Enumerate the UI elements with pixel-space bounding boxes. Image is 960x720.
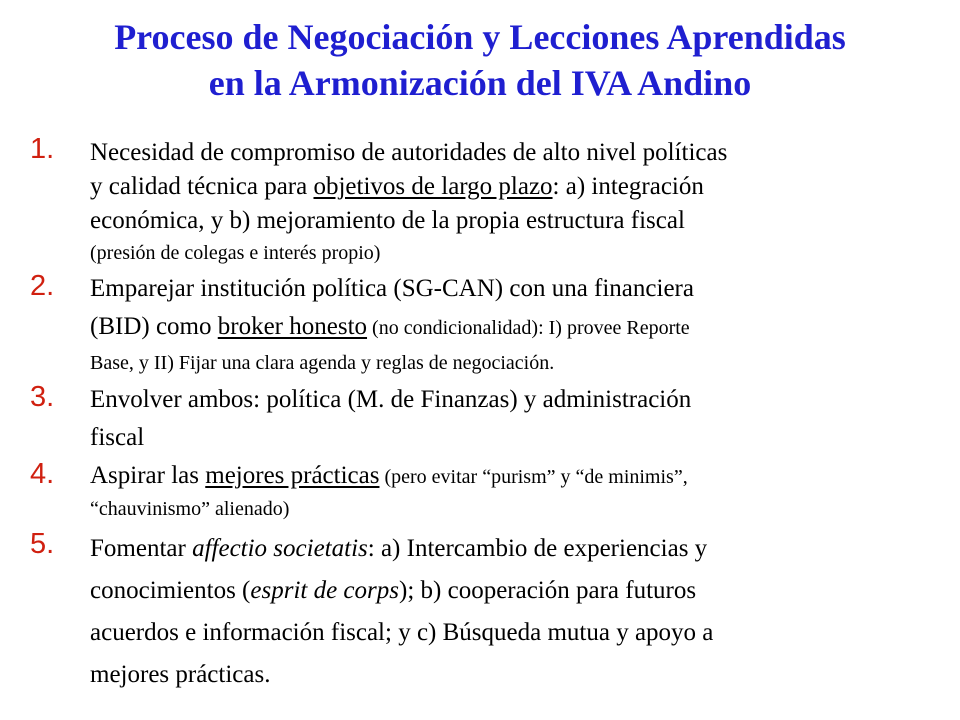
list-item [30, 528, 940, 696]
item-text-line: conocimientos ( [90, 577, 251, 604]
item-text [90, 136, 940, 268]
item-text-line: (BID) como [90, 313, 218, 340]
item-text-line: Fomentar [90, 535, 193, 562]
slide-title-line-1: Proceso de Negociación y Lecciones Aprendidas [114, 17, 846, 57]
list-item [30, 381, 940, 457]
item-text-line: Aspirar las [90, 462, 206, 489]
item-number: 3. [30, 381, 55, 413]
underlined-phrase: mejores prácticas [205, 462, 380, 489]
lessons-list [30, 133, 940, 696]
item-text-line: Necesidad de compromiso de autoridades de alto nivel políticas [90, 139, 728, 166]
italic-phrase: affectio societatis [192, 535, 368, 562]
underlined-phrase: broker honesto [217, 313, 368, 340]
italic-phrase: esprit de corps [250, 577, 399, 604]
list-item [30, 270, 940, 379]
list-item [30, 459, 940, 524]
slide-title [0, 14, 960, 106]
item-text-line: Envolver ambos: política (M. de Finanzas) y administración [90, 386, 692, 413]
item-note: (pero evitar “purism” y “de minimis”, [379, 466, 688, 488]
item-note: (presión de colegas e interés propio) [90, 242, 381, 264]
underlined-phrase: objetivos de largo plazo [313, 173, 553, 200]
item-text-line: Emparejar institución política (SG-CAN) con una financiera [90, 275, 694, 302]
item-text-line: fiscal [90, 424, 145, 451]
item-text [90, 270, 940, 379]
item-text-line: ); b) cooperación para futuros [399, 577, 697, 604]
item-text-line: económica, y b) mejoramiento de la propia estructura fiscal [90, 207, 685, 234]
item-text-line: acuerdos e información fiscal; y c) Búsqueda mutua y apoyo a [90, 619, 714, 646]
slide-title-line-2: en la Armonización del IVA Andino [208, 63, 752, 103]
item-number: 5. [30, 528, 55, 560]
item-note: Base, y II) Fijar una clara agenda y reglas de negociación. [90, 352, 555, 374]
item-number: 2. [30, 270, 55, 302]
item-text-line: mejores prácticas. [90, 661, 271, 688]
item-text [90, 381, 940, 457]
list-item [30, 133, 940, 268]
item-number: 4. [30, 458, 55, 490]
item-note: “chauvinismo” alienado) [90, 498, 290, 520]
item-number: 1. [30, 133, 55, 165]
item-note: (no condicionalidad): I) provee Reporte [367, 317, 690, 339]
item-text-line: : a) integración [552, 173, 704, 200]
item-text-line: y calidad técnica para [90, 173, 314, 200]
item-text [90, 528, 940, 696]
item-text-line: : a) Intercambio de experiencias y [367, 535, 708, 562]
item-text [90, 459, 940, 524]
